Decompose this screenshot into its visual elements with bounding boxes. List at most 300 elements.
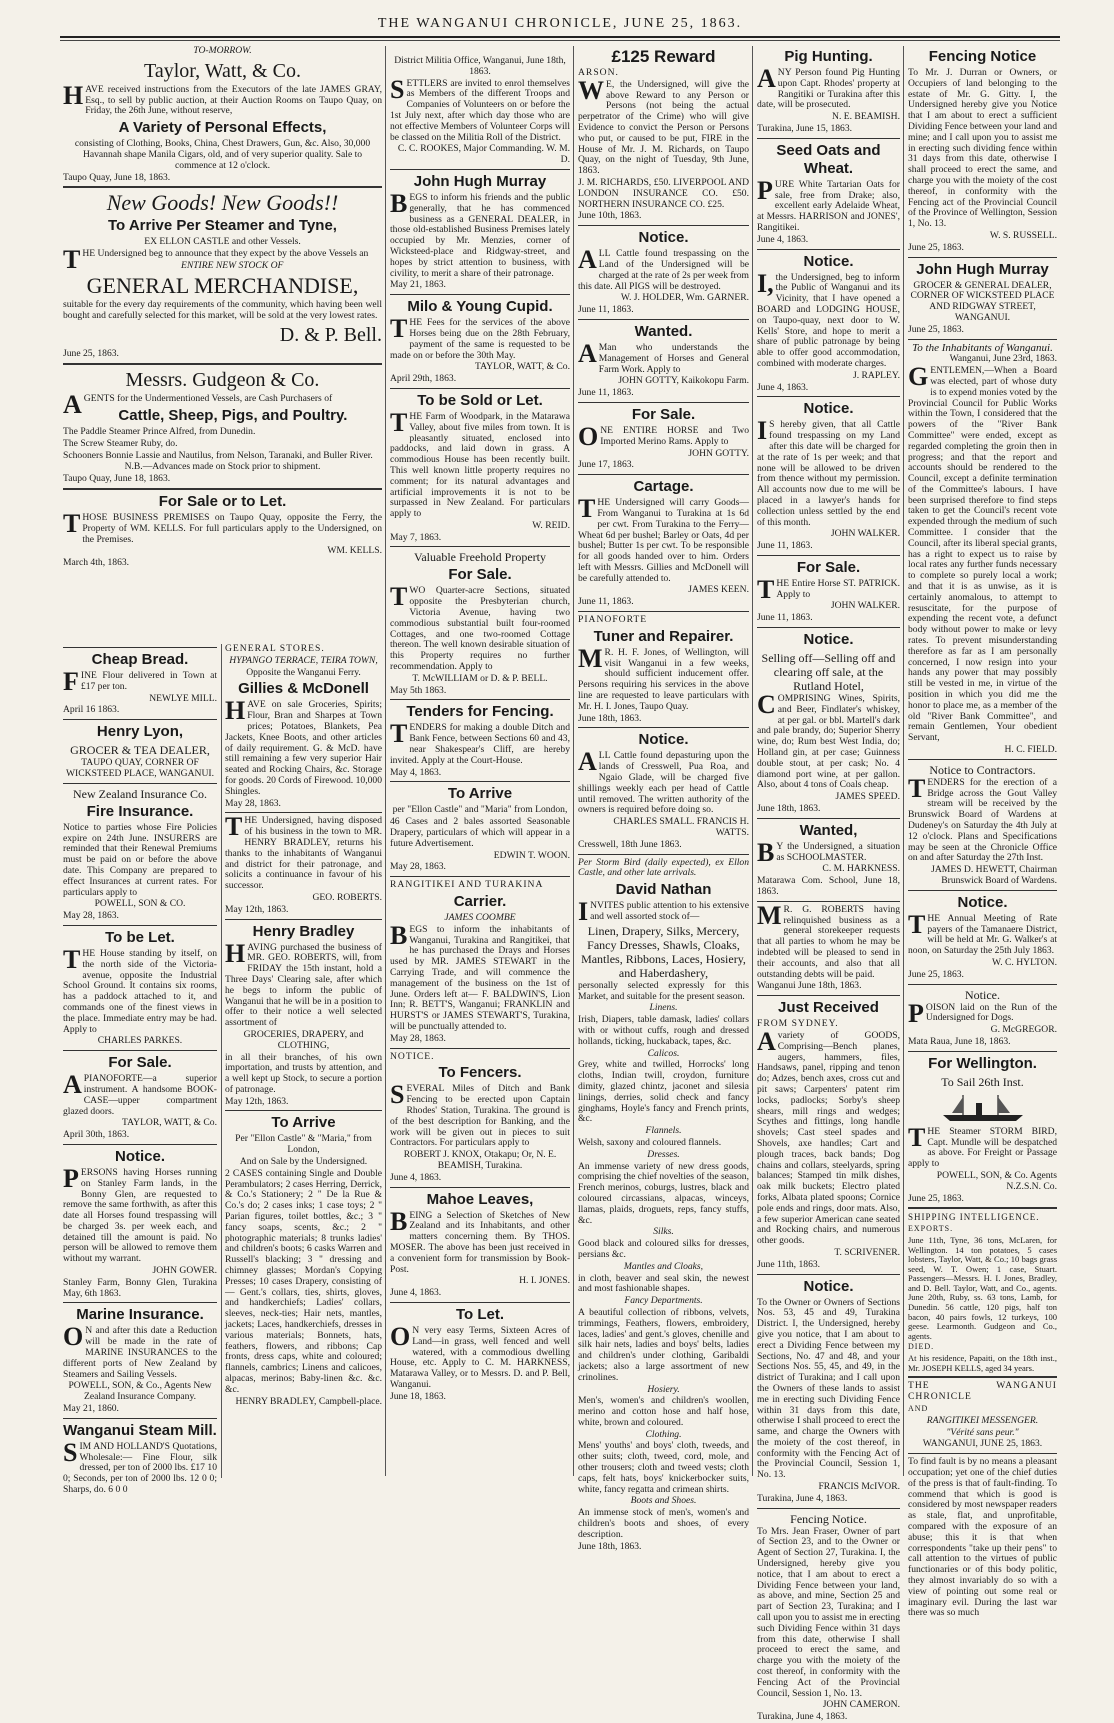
gillies-heading: Gillies & McDonell xyxy=(238,680,369,698)
notice-date: June 25, 1863. xyxy=(908,968,964,980)
column-3 xyxy=(575,46,752,1552)
separator xyxy=(578,474,749,475)
bradley-subheading: GROCERIES, DRAPERY, and CLOTHING, xyxy=(243,1028,364,1051)
bradley-body: HAVING purchased the business of MR. GEO. ROBERTS, will, from FRIDAY the 15th instant, hold a Three Days' Clearing sale, after which he begs to inform the public of Wanganui that he will be in a position to offer to their notice a well selected assortment of xyxy=(225,938,382,1029)
separator xyxy=(757,555,900,556)
hosiery-label: Hosiery. xyxy=(647,1383,680,1395)
separator xyxy=(757,818,900,819)
separator xyxy=(757,627,900,628)
fire-date: May 28, 1863. xyxy=(63,910,119,922)
mahoe-date: June 4, 1863. xyxy=(390,1287,442,1299)
sale-heading: For Sale. xyxy=(796,558,861,576)
separator xyxy=(757,138,900,139)
sale-date: June 11, 1863. xyxy=(757,612,813,624)
mahoe-heading: Mahoe Leaves, xyxy=(426,1190,534,1208)
milo-body: THE Fees for the services of the above Horses being due on the 28th February, payment of the same is requested to be made on or before the 30th May. xyxy=(390,314,570,361)
militia-header: District Militia Office, Wanganui, June 18th, 1863. xyxy=(394,55,566,77)
sold-date: May 7, 1863. xyxy=(390,531,442,543)
cartage-date: June 11, 1863. xyxy=(578,596,634,608)
taylor-body2: consisting of Clothing, Books, China, Chest Drawers, Gun, &c. Also, 30,000 Havannah shape Manila Cigars, old, and of very superior quality. Sale to commence at 12 o'clock. xyxy=(74,138,371,171)
sold-heading: To be Sold or Let. xyxy=(417,391,543,409)
fencing-body: To Mrs. Jean Fraser, Owner of part of Section 23, and to the Owner or Agent of Section 27, Turakina. I, the Undersigned, hereby give you notice, that I am about to erect a Dividing Fence between your land, as above, and mine, Section 25 and part of Section 23, Turakina; and I call upon you to assist me in erecting such Dividing Fence within 31 days from this date, otherwise I shall proceed to erect the same, and charge you with the moiety of the cost thereof, in conformity with the Fencing Act of the Provincial Council, Session 1, No. 13. xyxy=(757,1525,900,1699)
wellington-signature: POWELL, SON, & Co. Agents N.Z.S.N. Co. xyxy=(936,1169,1057,1192)
entire-stock-label: ENTIRE NEW STOCK OF xyxy=(180,259,284,271)
editorial-body: To find fault is by no means a pleasant occupation; yet one of the chief duties of the press is that of fault-finding. To commend that which is good is considered by most newspaper readers as stale, flat, and unprofitable, compared with the exposure of an abuse; this it is that when correspondents "take up their pens" to call attention to the virtues of public functionaries or of this body politic, they almost invariably do so with a view of pointing out some real or imaginary evil. During the last war there was so much xyxy=(908,1456,1057,1619)
notice-signature: W. J. HOLDER, Wm. GARNER. xyxy=(620,292,749,304)
forsale-heading: For Sale or to Let. xyxy=(158,492,287,510)
separator xyxy=(578,319,749,320)
wellington-body: THE Steamer STORM BIRD, Capt. Mundle will be despatched as above. For Freight or Passage apply to xyxy=(908,1122,1057,1170)
wanted-date: June 11, 1863. xyxy=(578,387,634,399)
separator xyxy=(390,1187,570,1188)
nathan-heading: David Nathan xyxy=(615,881,712,899)
carrier-body: BEGS to inform the inhabitants of Wanganui, Turakina and Rangitikei, that he has purchased the Drays and Horses used by MR. JAMES STEWART in the Carrying Trade, and will commence the management of the business on the 1st of June. Orders left at— F. BALDWIN'S, Lion Inn; R. BETT'S, Wanganui; FRANKLIN and HURST'S or JAMES STEWART'S, Turakina, will be punctually attended to. xyxy=(390,920,570,1032)
separator xyxy=(908,984,1057,985)
sold-body: THE Farm of Woodpark, in the Matarawa Valley, about five miles from town. It is pleasantly situated, enclosed into paddocks, and laid down in grass. A commodious House has been recently built. This well known little property requires no comment; for its natural advantages and artificial improvements it is not to be surpassed in New Zealand. For particulars apply to xyxy=(390,407,570,520)
bread-date: April 16 1863. xyxy=(63,704,120,716)
reward-arson: ARSON. xyxy=(578,67,619,78)
pig-body: ANY Person found Pig Hunting upon Capt. Rhodes' property at Rangitiki or Turakina after this date, will be prosecuted. xyxy=(757,64,900,111)
gillies-body: HAVE on sale Groceries, Spirits; Flour, Bran and Sharpes at Town prices; Potatoes, Blankets, Pea Jackets, Knee Boots, and other articles of daily requirement. G. & McD. have still remaining a few very superior Hair seated and Rocking Chairs, &c. Storage for goods. 20 Cords of Firewood. 10,000 Shingles. xyxy=(225,696,382,797)
stores-address: HYPANGO TERRACE, TEIRA TOWN, xyxy=(229,654,378,666)
flannels-body: Welsh, saxony and coloured flannels. xyxy=(578,1136,722,1148)
notice2-date: June 11, 1863. xyxy=(757,540,813,552)
seed-heading: Seed Oats and Wheat. xyxy=(776,141,881,177)
bell-signature: D. & P. Bell. xyxy=(279,324,382,347)
wellington-heading: For Wellington. xyxy=(928,1054,1037,1072)
nathan-body2: personally selected expressly for this Market, and suitable for the present season. xyxy=(578,979,749,1002)
separator xyxy=(578,225,749,226)
separator xyxy=(63,488,382,490)
arrive-subheading: Per "Ellon Castle" & "Maria," from London, xyxy=(235,1133,372,1156)
masthead-rule-thin xyxy=(60,40,1060,41)
wanted-date: Matarawa Com. School, June 18, 1863. xyxy=(757,875,900,898)
nathan-date: June 18th, 1863. xyxy=(578,1540,642,1552)
poison-date: Mata Raua, June 18, 1863. xyxy=(908,1035,1011,1047)
separator xyxy=(390,1302,570,1303)
notice-body: ALL Cattle found trespassing on the Land of the Undersigned will be charged at the rate of 2s per week from this date. All PIGS will be destroyed. xyxy=(578,245,749,292)
bradley-heading: Henry Bradley xyxy=(252,922,355,940)
tender-date: May 4, 1863. xyxy=(390,766,442,778)
wanted-body: AMan who understands the Management of Horses and General Farm Work. Apply to xyxy=(578,338,749,375)
died-body: At his residence, Papaiti, on the 18th inst., Mr. JOSEPH KELLS, aged 34 years. xyxy=(908,1353,1057,1373)
arrive-subheading2: EX ELLON CASTLE and other Vessels. xyxy=(144,236,301,248)
piano-heading: Tuner and Repairer. xyxy=(593,627,734,645)
pig-heading: Pig Hunting. xyxy=(784,48,873,65)
separator xyxy=(63,363,382,365)
wanted-body: BY the Undersigned, a situation as SCHOOLMASTER. xyxy=(757,837,900,867)
notice2-body: ALL Cattle found depasturing upon the lands of Cresswell, Pua Roa, and Ngaio Glade, will be charged five shillings weekly each per head of Cattle until removed. The written authority of the owners is required before doing so. xyxy=(578,747,749,816)
wellington-subheading: To Sail 26th Inst. xyxy=(941,1074,1024,1089)
inhab-body: GENTLEMEN,—When a Board was elected, part of whose duty is to expend monies voted by the Provincial Council for Public Works within the Town, I considered that the powers of the "River Bank Committee" were ended, except as regarded completing the groin then in progress; and that the report and accounts should be rendered to the Council, except a definite termination of the Committee's labours. I have been surprised therefore to find steps taken to get the Council's recent vote expended through the medium of such Committee. I consider that the Council, after its liberal special grants, has a right to expect us to raise by local rates any further funds necessary to complete so purely local a work; and that it is as unwise, as it is certainly anomalous, to attempt to resuscitate, for the purpose of expending the recent vote, a defunct body without power to make or levy rates. To prevent misunderstanding therefore as far as I am personally concerned, I now resign into your hands any power that may possibly still be vested in me, in virtue of the position in which you did me the honor to place me, as a member of the old "River Bank Committee", and remain Gentlemen, Your obedient Servant, xyxy=(908,362,1057,744)
fence-heading: Fencing Notice xyxy=(928,48,1037,65)
separator xyxy=(908,257,1057,258)
notice-heading: Notice. xyxy=(803,252,854,270)
separator xyxy=(63,783,217,784)
notice-body: THE Annual Meeting of Rate payers of the Tamanaere District, will be held at Mr. G. Walker's at noon, on Saturday the 25th July 1863. xyxy=(908,909,1057,957)
died-heading: DIED. xyxy=(908,1342,935,1352)
column-divider xyxy=(903,46,904,1476)
roberts-date: Wanganui June 18th, 1863. xyxy=(757,980,862,992)
poison-body: POISON laid on the Run of the Undersigned for Dogs. xyxy=(908,998,1057,1028)
masthead-rule xyxy=(60,36,1060,38)
piano-date: June 18th, 1863. xyxy=(578,712,642,724)
clothing-label: Clothing. xyxy=(645,1428,682,1440)
steamship-icon xyxy=(938,1093,1028,1123)
carrier-top: RANGITIKEI AND TURAKINA xyxy=(390,879,544,891)
piano-body: MR. H. F. Jones, of Wellington, will visit Wanganui in a few weeks, should sufficient inducement offer. Persons requiring his services in the above line are requested to leave particulars with Mr. H. I. Jones, Taupo Quay. xyxy=(578,643,749,712)
separator xyxy=(908,1051,1057,1052)
separator xyxy=(908,1453,1057,1454)
sale-body: THE Entire Horse ST. PATRICK. Apply to xyxy=(757,574,900,604)
roberts-date: May 12th, 1863. xyxy=(225,903,289,915)
column-divider xyxy=(385,46,386,1476)
linens-label: Linens. xyxy=(649,1002,678,1014)
fence-body: To Mr. J. Durran or Owners, or Occupiers of land belonging to the estate of Mr. G. Gitty. I, the Undersigned hereby give you Notice that I am about to erect a sufficient Dividing Fence between your land and mine; and I call upon you to assist me in erecting such dividing fence within 31 days from this date, otherwise I shall proceed to erect the same, and charge you with the moiety of the cost thereof, in conformity with the Fencing act of the Provincial Council of the Province of Wellington, Session 1, No. 13. xyxy=(908,67,1057,230)
let-body: THE House standing by itself, on the north side of the Victoria-avenue, opposite the Industrial School Ground. It contains six rooms, has a paddock attached to it, and commands one of the finest views in the place. Immediate entry may be had. Apply to xyxy=(63,944,217,1035)
just-body: Avariety of GOODS, Comprising—Bench planes, augers, hammers, files, Handsaws, panel, ripping and tenon do; Adzes, bench axes, cross cut and pit saws; Carpenters' patent rim locks, padlocks; Sorby's sheep shears, mill rings and wedges; Scythes and fittings, long handle shovels; Cast steel spades and Shovels, axe handles; Cart and plough traces, back bands; Dog chains and collars, steelyards, spring balances; Stamped tin milk dishes, oak milk buckets; Electro plated forks, Albata plated spoons; Cornice pole ends and rings, door mats. Also, a few superior American cane seated and Rocking chairs, and numerous other goods. xyxy=(757,1027,900,1247)
fencing-signature: JOHN CAMERON. xyxy=(822,1699,900,1711)
silks-label: Silks. xyxy=(653,1226,674,1238)
notice3-date: June 18th, 1863. xyxy=(757,803,821,815)
marine-heading: Marine Insurance. xyxy=(76,1306,204,1324)
separator xyxy=(908,759,1057,760)
mahoe-signature: H. I. JONES. xyxy=(519,1275,570,1287)
sale-heading: For Sale. xyxy=(631,405,696,423)
reward-date: June 10th, 1863. xyxy=(578,210,642,222)
fire-heading: Fire Insurance. xyxy=(86,802,194,820)
notice2-signature: JOHN WALKER. xyxy=(830,528,900,540)
taylor-subheading: A Variety of Personal Effects, xyxy=(118,119,327,137)
just-date: June 11th, 1863. xyxy=(757,1258,821,1270)
notice3-body: COMPRISING Wines, Spirits, and Beer, Findlater's whiskey, at per gal. or bbl. Martell's dark and pale brandy, do; Superior Sherry wine, do; Rum best West India, do; Holland gin, at per case; Guinness double stout, at per cask; No. 4 diamond port wine, at per gallon. Also, about 4 tons of Coals cheap. xyxy=(757,690,900,791)
mahoe-body: BEING a Selection of Sketches of New Zealand and its Inhabitants, and other matters concerning them. By THOS. MOSER. The above has been just received in a convenient form for transmission by Book-Post. xyxy=(390,1206,570,1275)
arrive2-body: 46 Cases and 2 bales assorted Seasonable Drapery, particulars of which will appear in a future Advertisement. xyxy=(390,816,570,849)
dresses-body: An immense variety of new dress goods, comprising the chief novelties of the season, French merinos, coburgs, lustres, black and coloured circassians, alpacas, winceys, llamas, plaids, droguets, reps, fancy stuffs, &c. xyxy=(578,1160,749,1226)
notice4-heading: Notice. xyxy=(803,1277,854,1295)
carrier-heading: Carrier. xyxy=(453,893,507,911)
cartage-signature: JAMES KEEN. xyxy=(688,584,749,596)
wanted-heading: Wanted, xyxy=(799,821,858,839)
sold-signature: W. REID. xyxy=(532,519,570,531)
arrive-list: 2 CASES containing Single and Double Perambulators; 2 cases Herring, Derrick, & Co.'s Stationery; 2 " De la Rue & Co.'s do; 2 cases inks; 1 case toys; 2 " Parian figures, toilet bottles, &c.; 3 " fancy soaps, scents, &c.; 2 " photographic materials; 8 trunks ladies' and children's boots; 6 casks Warren and Russell's blacking; 3 " dressing and chimney glasses; Mordan's Copying Presses; 10 cases Drapery, consisting of— Gent.'s collars, ties, shirts, gloves, and handkerchiefs; Ladies' collars, sleeves, neck-ties; Hair nets, mantles, jackets; Laces, handkerchiefs, dresses in various materials; Bonnets, hats, feathers, flowers, and ribbons; Cap fronts, dress caps, white and coloured; flannels, cambrics; Linens and calicoes, alpacas, merinos; Baby-linen &c. &c. &c. xyxy=(225,1167,382,1395)
separator xyxy=(908,890,1057,891)
contractors-heading: Notice to Contractors. xyxy=(929,762,1036,777)
silks-body: Good black and coloured silks for dresses, persians &c. xyxy=(578,1238,749,1260)
separator xyxy=(63,1050,217,1051)
carrier-date: May 28, 1863. xyxy=(390,1032,446,1044)
column-1b xyxy=(222,644,385,1478)
reward-body: WE, the Undersigned, will give the above Reward to any Person or Persons (not being the actual perpetrator of the Crime) who will give Evidence to convict the Person or Persons who put, or caused to be put, FIRE in the House of Mr. J. M. Richards, on Taupo Quay, on the night of Tuesday, 9th June, 1863. xyxy=(578,75,749,177)
separator xyxy=(390,781,570,782)
milo-date: April 29th, 1863. xyxy=(390,373,457,385)
bradley-body2: in all their branches, of his own importation, and trusts by attention, and a well kept up Stock, to secure a portion of patronage. xyxy=(225,1051,382,1095)
separator xyxy=(63,719,217,720)
exports-body: June 11th, Tyne, 36 tons, McLaren, for Wellington. 14 ton potatoes, 5 cases lobsters, Taylor, Watt, & Co.; 10 bags grass seed, W. T. Owen; 1 case, Stuart. Passengers—Messrs. H. I. Jones, Bradley, and D. Bell. Taylor, Watt, and Co., agents. June 20th, Ruby, ss. 63 tons, Lamb, for Dunedin. 56 cattle, 120 pigs, half ton bacon, 40 pairs fowls, 12 turkeys, 100 geese. Learmonth. Gudgeon and Co., agents. xyxy=(908,1234,1057,1341)
separator xyxy=(390,1048,570,1049)
arrive-subheading: To Arrive Per Steamer and Tyne, xyxy=(108,217,337,235)
forsale-signature: WM. KELLS. xyxy=(327,545,382,557)
gudgeon-line: The Screw Steamer Ruby, do. xyxy=(63,437,178,449)
tender-heading: Tenders for Fencing. xyxy=(406,703,554,721)
separator xyxy=(757,249,900,250)
newgoods-body2: suitable for the every day requirements of the community, which having been well bought and carefully selected for this market, will be sold at the very lowest rates. xyxy=(63,298,382,321)
notice2-date: Cresswell, 18th June 1863. xyxy=(578,838,682,850)
separator xyxy=(908,1376,1057,1378)
notice-body: I,the Undersigned, beg to inform the Public of Wanganui and its Vicinity, that I have opened a BOARD and LODGING HOUSE, on Taupo-quay, next door to W. Kells' Store, and hope to merit a share of public patronage by being able to offer good accommodation, combined with moderate charges. xyxy=(757,268,900,369)
calicos-body: Grey, white and twilled, Horrocks' long cloths, Indian twill, croydon, furniture dimity, glazed chintz, jaconet and silesia linings, derries, solid check and fancy ginghams, Hoyle's fancy and French prints, &c. xyxy=(578,1059,749,1125)
bread-heading: Cheap Bread. xyxy=(91,651,189,668)
notice-heading: Notice. xyxy=(957,893,1008,911)
fire-body: Notice to parties whose Fire Policies expire on 24th June. INSURERS are reminded that their Renewal Premiums must be paid on or before the above date. This Company are prepared to effect Insurances at current rates. For particulars apply to xyxy=(63,821,217,898)
column-divider xyxy=(573,46,574,1476)
notice2-body: IS hereby given, that all Cattle found trespassing on my Land after this date will be charged for at the rate of 1s per week; and that none will be allowed to be driven from thence without my permission. All accounts now due to me will be placed in a lawyer's hands for collection unless settled by the end of this month. xyxy=(757,416,900,528)
wanted-signature: JOHN GOTTY, Kaikokopu Farm. xyxy=(618,375,749,387)
contractors-signature: JAMES D. HEWETT, Chairman Brunswick Board of Wardens. xyxy=(931,864,1057,886)
exports-heading: EXPORTS. xyxy=(908,1224,954,1234)
milo-signature: TAYLOR, WATT, & Co. xyxy=(475,361,570,373)
separator xyxy=(225,1110,382,1111)
milo-heading: Milo & Young Cupid. xyxy=(407,298,553,316)
pig-date: Turakina, June 15, 1863. xyxy=(757,122,853,134)
separator xyxy=(578,854,749,855)
marine-body: ON and after this date a Reduction will be made in the rate of MARINE INSURANCES to the different ports of New Zealand by Steamers and Sailing Vessels. xyxy=(63,1322,217,1380)
gillies-date: May 28, 1863. xyxy=(225,797,281,809)
bell-date: June 25, 1863. xyxy=(63,348,119,360)
arrive2-subheading: per "Ellon Castle" and "Maria" from London, xyxy=(392,804,568,816)
bread-body: FINE Flour delivered in Town at £17 per ton. xyxy=(63,667,217,696)
wanted-signature: C. M. HARKNESS. xyxy=(822,863,900,875)
stores-opposite: Opposite the Wanganui Ferry. xyxy=(246,666,361,678)
lyon-heading: Henry Lyon, xyxy=(96,723,184,741)
gudgeon-body: AGENTS for the Undermentioned Vessels, are Cash Purchasers of xyxy=(63,390,333,420)
calicos-label: Calicos. xyxy=(647,1047,680,1059)
cartage-heading: Cartage. xyxy=(633,478,694,496)
notice-date: June 11, 1863. xyxy=(578,304,634,316)
separator xyxy=(757,1274,900,1275)
separator xyxy=(390,388,570,389)
wanted-heading: Wanted. xyxy=(634,322,693,340)
nathan-goods: Linen, Drapery, Silks, Mercery, Fancy Dresses, Shawls, Cloaks, Mantles, Ribbons, Laces, Hosiery, and Haberdashery, xyxy=(581,923,746,980)
sale-date: June 17, 1863. xyxy=(578,459,634,471)
sale-heading: For Sale. xyxy=(108,1054,172,1072)
lyon-address: TAUPO QUAY, CORNER OF WICKSTEED PLACE, WANGANUI. xyxy=(66,757,214,779)
separator xyxy=(757,1508,900,1509)
separator xyxy=(757,396,900,397)
just-subheading: FROM SYDNEY. xyxy=(757,1018,839,1030)
carrier-name: JAMES COOMBE xyxy=(444,912,516,924)
murray-heading: John Hugh Murray xyxy=(413,172,547,190)
gudgeon-heading: Messrs. Gudgeon & Co. xyxy=(125,369,320,392)
roberts-signature: GEO. ROBERTS. xyxy=(312,891,382,903)
nathan-body: INVITES public attention to his extensive and well assorted stock of— xyxy=(578,897,749,927)
notice-signature: JOHN GOWER. xyxy=(152,1265,217,1277)
separator xyxy=(63,1144,217,1145)
boots-body: An immense stock of men's, women's and children's boots and shoes, of every description. xyxy=(578,1507,749,1540)
freehold-label: Valuable Freehold Property xyxy=(414,550,546,565)
roberts-body: MR. G. ROBERTS having relinquished business as a general storekeeper requests that all parties to whom he may be indebted will be pleased to send in their accounts, and also that all outstanding debts will be paid. xyxy=(757,900,900,980)
column-5 xyxy=(905,46,1060,1619)
fencing-date: Turakina, June 4, 1863. xyxy=(757,1711,848,1723)
piano-top: PIANOFORTE xyxy=(578,614,648,626)
roberts-body: THE Undersigned, having disposed of his business in the town to MR. HENRY BRADLEY, returns his thanks to the inhabitants of Wanganui and district for their patronage, and solicits a continuance in favour of his successor. xyxy=(225,812,382,892)
murray5-heading: John Hugh Murray xyxy=(916,260,1049,278)
chronicle-motto: "Vérité sans peur." xyxy=(946,1426,1019,1438)
separator xyxy=(908,339,1057,340)
bradley-date: May 12th, 1863. xyxy=(225,1095,289,1107)
poison-signature: G. McGREGOR. xyxy=(990,1024,1057,1036)
fence-date: June 25, 1863. xyxy=(908,241,964,253)
freehold-heading: For Sale. xyxy=(448,566,512,584)
inhab-heading: To the Inhabitants of Wanganui. xyxy=(912,341,1053,354)
seed-body: PURE White Tartarian Oats for sale, free from Drake; also, excellent early Adelaide Wheat, at Messrs. HARRISON and JONES', Rangitikei. xyxy=(757,175,900,233)
notice4-body: To the Owner or Owners of Sections Nos. 53, 45 and 49, Turakina District. I, the Undersigned, hereby give you notice, that I am about to erect a Dividing Fence between my Sections, No. 47 and 48, and your Sections Nos. 55, 45, and 49, in the district of Turakina; and I call upon the Owners of these lands to assist me in erecting such Dividing Fence within 31 days from this date, otherwise I shall proceed to erect the same, and charge the Owners with the moiety of the cost thereof, in conformity with the Fencing Act of the Provincial Council, Session 1, No. 13. xyxy=(757,1296,900,1481)
separator xyxy=(63,1418,217,1419)
wellington-date: June 25, 1863. xyxy=(908,1192,964,1204)
fancy-body: A beautiful collection of ribbons, velvets, trimmings, Feathers, flowers, embroidery, laces, ladies' and gent.'s gloves, chenille and silk hair nets, ladies and boys' belts, ladies and children's under clothing, Garibaldi jackets; also a large assortment of new crinolines. xyxy=(578,1306,749,1383)
notice2-heading: Notice. xyxy=(638,731,689,749)
fencers-notice: NOTICE. xyxy=(390,1050,435,1062)
freehold-date: May 5th 1863. xyxy=(390,684,447,696)
clothing-body: Mens' youths' and boys' cloth, tweeds, and other suits; cloth, tweed, cord, mole, and other trousers; cloth and tweed vests; cloth caps, felt hats, boys' knickerbocker suits, white, fancy regatta and crimean shirts. xyxy=(578,1440,749,1495)
separator xyxy=(225,919,382,920)
contractors-body: TENDERS for the erection of a Bridge across the Gout Valley stream will be received by the Brunswick Board of Wardens at Dudeney's on Saturday the 4th July at 12 o'clock. Plans and Specifications may be seen at the Chronicle Office on and after Saturday the 27th Inst. xyxy=(908,773,1057,864)
separator xyxy=(63,186,382,188)
marine-date: May 21, 1860. xyxy=(63,1403,119,1415)
marine-signature: POWELL, SON, & Co., Agents New Zealand Insurance Company. xyxy=(68,1380,212,1403)
fencing-heading: Fencing Notice. xyxy=(790,1511,867,1526)
forsale-body: THOSE BUSINESS PREMISES on Taupo Quay, opposite the Ferry, the Property of WM. KELLS. For full particulars apply to the Undersigned, on the Premises. xyxy=(63,508,382,545)
notice3-signature: JAMES SPEED. xyxy=(835,791,900,803)
general-merchandise: GENERAL MERCHANDISE, xyxy=(86,272,359,298)
just-signature: T. SCRIVENER. xyxy=(834,1246,900,1258)
arrive2-heading: To Arrive xyxy=(447,785,513,803)
separator xyxy=(390,876,570,877)
column-1-top xyxy=(60,46,385,642)
mantles-body: in cloth, beaver and seal skin, the newest and most fashionable shapes. xyxy=(578,1272,749,1295)
sale-signature: JOHN GOTTY. xyxy=(688,447,749,459)
seed-date: June 4, 1863. xyxy=(757,233,809,245)
fencers-body: SEVERAL Miles of Ditch and Bank Fencing to be erected upon Captain Rhodes' Station, Turakina. The ground is of the best description for Banking, and the work will be given out in pieces to suit Contractors. For particulars apply to xyxy=(390,1080,570,1149)
storm-bird-note: Per Storm Bird (daily expected), ex Ellon Castle, and other late arrivals. xyxy=(578,856,749,879)
tolet-heading: To Let. xyxy=(455,1305,505,1323)
reward-list: J. M. RICHARDS, £50. LIVERPOOL AND LONDON INSURANCE CO. £50. NORTHERN INSURANCE CO. £25. xyxy=(578,176,749,210)
let-heading: To be Let. xyxy=(105,928,175,946)
notice3-subheading: Selling off—Selling off and clearing off sale, at the Rutland Hotel, xyxy=(761,651,896,694)
reward-heading: £125 Reward xyxy=(611,47,716,66)
newgoods-heading: New Goods! New Goods!! xyxy=(106,190,339,216)
chronicle-title2: RANGITIKEI MESSENGER. xyxy=(926,1414,1039,1426)
tomorrow-label: TO-MORROW. xyxy=(193,45,252,56)
stores-label: GENERAL STORES. xyxy=(225,643,325,654)
just-heading: Just Received xyxy=(778,999,879,1017)
separator xyxy=(390,294,570,295)
sale-signature: JOHN WALKER. xyxy=(830,600,900,612)
newgoods-body: THE Undersigned beg to announce that they expect by the above Vessels an xyxy=(63,245,369,275)
fence-signature: W. S. RUSSELL. xyxy=(989,229,1057,241)
separator xyxy=(390,699,570,700)
gudgeon-line: The Paddle Steamer Prince Alfred, from Dunedin. xyxy=(63,425,256,437)
fire-signature: POWELL, SON & CO. xyxy=(94,898,186,910)
column-2 xyxy=(387,46,573,1478)
chronicle-title: THE WANGANUI CHRONICLE xyxy=(908,1380,1057,1403)
notice4-date: Turakina, June 4, 1863. xyxy=(757,1492,848,1504)
separator xyxy=(390,546,570,547)
boots-label: Boots and Shoes. xyxy=(630,1495,697,1507)
gudgeon-line: Schooners Bonnie Lassie and Nautilus, from Nelson, Taranaki, and Buller River. xyxy=(63,449,373,461)
mantles-label: Mantles and Cloaks, xyxy=(623,1260,704,1272)
cartage-body: THE Undersigned will carry Goods—From Wanganui to Turakina at 1s 6d per cwt. From Turakina to the Ferry—Wheat 6d per bushel; Barley or Oats, 4d per bushel; Butter 1s per cwt. To be responsible for all goods handed over to him. Orders left with Messrs. Gillies and McDonell will be carefully attended to. xyxy=(578,494,749,584)
flannels-label: Flannels. xyxy=(645,1125,682,1137)
militia-body: SETTLERS are invited to enrol themselves as Members of the different Troops and Companies of Volunteers on or before the 1st July next, after which day those who are not effective Members of Volunteer Corps will be classed on the Militia Roll of the District. xyxy=(390,74,570,143)
inhab-signature: H. C. FIELD. xyxy=(1004,744,1057,756)
notice-signature: W. C. HYLTON. xyxy=(992,956,1057,968)
fencers-heading: To Fencers. xyxy=(438,1064,522,1082)
taylor-heading: Taylor, Watt, & Co. xyxy=(144,59,301,82)
gudgeon-subheading: Cattle, Sheep, Pigs, and Poultry. xyxy=(118,406,348,424)
lyon-subheading: GROCER & TEA DEALER, xyxy=(70,743,210,758)
murray5-date: June 25, 1863. xyxy=(908,323,964,335)
murray-date: May 21, 1863. xyxy=(390,279,446,291)
notice-date: Stanley Farm, Bonny Glen, Turakina May, 6th 1863. xyxy=(63,1276,217,1299)
separator xyxy=(908,1207,1057,1209)
shipping-heading: SHIPPING INTELLIGENCE. xyxy=(908,1212,1040,1223)
pig-signature: N. E. BEAMISH. xyxy=(832,111,900,123)
murray5-subheading: GROCER & GENERAL DEALER, CORNER OF WICKSTEED PLACE AND RIDGWAY STREET, WANGANUI. xyxy=(910,279,1055,323)
notice-signature: J. RAPLEY. xyxy=(852,369,900,381)
separator xyxy=(225,812,382,813)
arrive-subheading2: And on Sale by the Undersigned. xyxy=(239,1156,368,1168)
fancy-label: Fancy Departments. xyxy=(624,1295,703,1307)
forsale-date: March 4th, 1863. xyxy=(63,557,130,569)
arrive-heading: To Arrive xyxy=(271,1114,336,1132)
separator xyxy=(63,647,217,648)
separator xyxy=(390,169,570,170)
let-signature: CHARLES PARKES. xyxy=(97,1035,183,1047)
chronicle-and: AND xyxy=(908,1404,929,1414)
separator xyxy=(578,611,749,612)
bread-signature: NEWLYE MILL. xyxy=(149,692,217,704)
arrive2-date: May 28, 1863. xyxy=(390,861,446,873)
freehold-body: TWO Quarter-acre Sections, situated opposite the Presbyterian church, Victoria Avenue, having two commodious substantial built four-roomed Cottages, and one two-roomed Cottage thereon. The well known desirable situation of this Property requires no further recommendation. Apply to xyxy=(390,582,570,673)
separator xyxy=(578,727,749,728)
column-divider xyxy=(752,46,753,1476)
taylor-date: Taupo Quay, June 18, 1863. xyxy=(63,171,171,183)
notice-body: PERSONS having Horses running on Stanley Farm lands, in the Bonny Glen, are requested to remove the same forthwith, as after this date all Horses found trespassing will be charged 3s. per week each, and detained till the amount is paid. No person will be allowed to remove them without my warrant. xyxy=(63,1163,217,1265)
notice-heading: Notice. xyxy=(638,229,689,247)
freehold-signature: T. McWILLIAM or D. & P. BELL. xyxy=(412,672,548,684)
separator xyxy=(578,402,749,403)
column-4 xyxy=(754,46,903,1723)
masthead xyxy=(60,0,1060,44)
nzins-label: New Zealand Insurance Co. xyxy=(73,786,207,801)
notice4-signature: FRANCIS McIVOR. xyxy=(818,1481,900,1493)
column-1a xyxy=(60,644,220,1496)
arrive2-signature: EDWIN T. WOON. xyxy=(493,849,570,861)
notice-heading: Notice. xyxy=(114,1147,165,1165)
fencers-date: June 4, 1863. xyxy=(390,1171,442,1183)
separator xyxy=(63,1302,217,1303)
arrive-signature: HENRY BRADLEY, Campbell-place. xyxy=(235,1395,382,1407)
sale-date: April 30th, 1863. xyxy=(63,1129,130,1141)
sale-signature: TAYLOR, WATT, & Co. xyxy=(122,1117,217,1129)
murray-body: BEGS to inform his friends and the public generally, that he has commenced business as a GENERAL DEALER, in those old-established Business Premises lately occupied by Mr. Menzies, corner of Wicksteed-place and Ridgway-street, and hopes by strict attention to business, with civility, to merit a share of their patronage. xyxy=(390,188,570,279)
tolet-body: ON very easy Terms, Sixteen Acres of Land—in grass, well fenced and well watered, with a commodious dwelling House, etc. Apply to C. M. HARKNESS, Matarawa Valley, or to Messrs. D. and P. Bell, Wanganui. xyxy=(390,1321,570,1390)
masthead-title: THE WANGANUI CHRONICLE, JUNE 25, 1863. xyxy=(377,16,743,31)
taylor-body: HAVE received instructions from the Executors of the late JAMES GRAY, Esq., to sell by public auction, at their Auction Rooms on Taupo Quay, on Friday, the 26th June, without reserve, xyxy=(63,80,382,117)
sale-body: ONE ENTIRE HORSE and Two Imported Merino Rams. Apply to xyxy=(578,421,749,451)
notice3-heading: Notice. xyxy=(803,631,854,649)
